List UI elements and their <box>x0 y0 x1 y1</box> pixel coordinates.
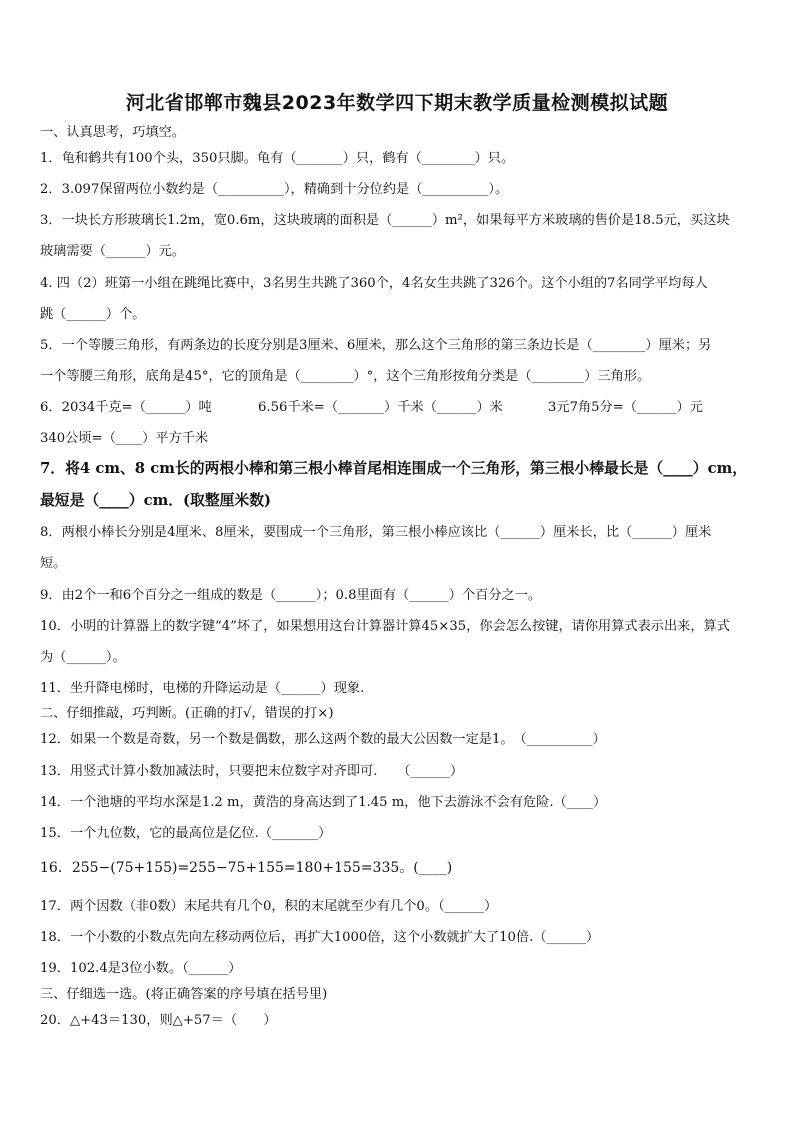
question-15: 15．一个九位数，它的最高位是亿位.（_______） <box>40 826 332 841</box>
question-6-part-3: 3元7角5分=（______）元 <box>548 400 703 415</box>
question-9: 9．由2个一和6个百分之一组成的数是（______）；0.8里面有（______）个百分之一。 <box>40 588 542 603</box>
question-3-line-1: 3．一块长方形玻璃长1.2m，宽0.6m，这块玻璃的面积是（______）m²，如果每平方米玻璃的售价是18.5元，买这块 <box>40 213 730 228</box>
question-7-line-2: 最短是（____）cm．(取整厘米数) <box>40 492 272 509</box>
question-5-line-1: 5．一个等腰三角形，有两条边的长度分别是3厘米、6厘米，那么这个三角形的第三条边长是（________）厘米；另 <box>40 338 712 353</box>
question-7-line-1: 7．将4 cm、8 cm长的两根小棒和第三根小棒首尾相连围成一个三角形，第三根小棒最长是（____）cm， <box>40 460 748 477</box>
question-6-row <box>40 396 760 414</box>
question-19: 19．102.4是3位小数。（______） <box>40 961 242 976</box>
question-16: 16．255−(75+155)=255−75+155=180+155=335。(____) <box>40 860 453 876</box>
question-18: 18．一个小数的小数点先向左移动两位后，再扩大1000倍，这个小数就扩大了10倍.（______） <box>40 930 600 945</box>
question-10-line-2: 为（______）。 <box>40 650 126 665</box>
question-8-line-1: 8．两根小棒长分别是4厘米、8厘米，要围成一个三角形，第三根小棒应该比（______）厘米长，比（______）厘米 <box>40 525 712 540</box>
question-1: 1．龟和鹤共有100个头，350只脚。龟有（_______）只，鹤有（________）只。 <box>40 151 515 166</box>
question-4-line-2: 跳（______）个。 <box>40 307 146 322</box>
section-heading-1: 一、认真思考，巧填空。 <box>40 125 186 140</box>
question-6-line-2: 340公顷=（____）平方千米 <box>40 431 209 446</box>
question-6-part-1: 6．2034千克=（______）吨 <box>40 400 212 415</box>
question-5-line-2: 一个等腰三角形，底角是45°，它的顶角是（________）°，这个三角形按角分类是（________）三角形。 <box>40 369 651 384</box>
question-10-line-1: 10．小明的计算器上的数字键“4”坏了，如果想用这台计算器计算45×35，你会怎么按键，请你用算式表示出来，算式 <box>40 619 730 634</box>
question-2: 2．3.097保留两位小数约是（__________），精确到十分位约是（__________）。 <box>40 182 509 197</box>
question-6-part-2: 6.56千米=（_______）千米（______）米 <box>258 400 503 415</box>
question-20: 20．△+43＝130，则△+57＝（ ） <box>40 1013 277 1028</box>
page-title: 河北省邯郸市魏县2023年数学四下期末教学质量检测模拟试题 <box>125 92 669 114</box>
question-4-line-1: 4. 四（2）班第一小组在跳绳比赛中，3名男生共跳了360个，4名女生共跳了326个。这个小组的7名同学平均每人 <box>40 276 708 291</box>
question-14: 14．一个池塘的平均水深是1.2 m，黄浩的身高达到了1.45 m，他下去游泳不会有危险.（____） <box>40 795 607 810</box>
question-12: 12．如果一个数是奇数，另一个数是偶数，那么这两个数的最大公因数一定是1。 （__________） <box>40 732 606 747</box>
section-heading-3: 三、仔细选一选。(将正确答案的序号填在括号里) <box>40 987 328 1002</box>
question-8-line-2: 短。 <box>40 556 67 571</box>
section-heading-2: 二、仔细推敲，巧判断。(正确的打√，错误的打×) <box>40 706 334 721</box>
question-3-line-2: 玻璃需要（______）元。 <box>40 244 186 259</box>
question-17: 17．两个因数（非0数）末尾共有几个0，积的末尾就至少有几个0。（______） <box>40 899 498 914</box>
question-11: 11．坐升降电梯时，电梯的升降运动是（______）现象. <box>40 681 365 696</box>
question-13: 13．用竖式计算小数加减法时，只要把末位数字对齐即可. （______） <box>40 764 464 779</box>
